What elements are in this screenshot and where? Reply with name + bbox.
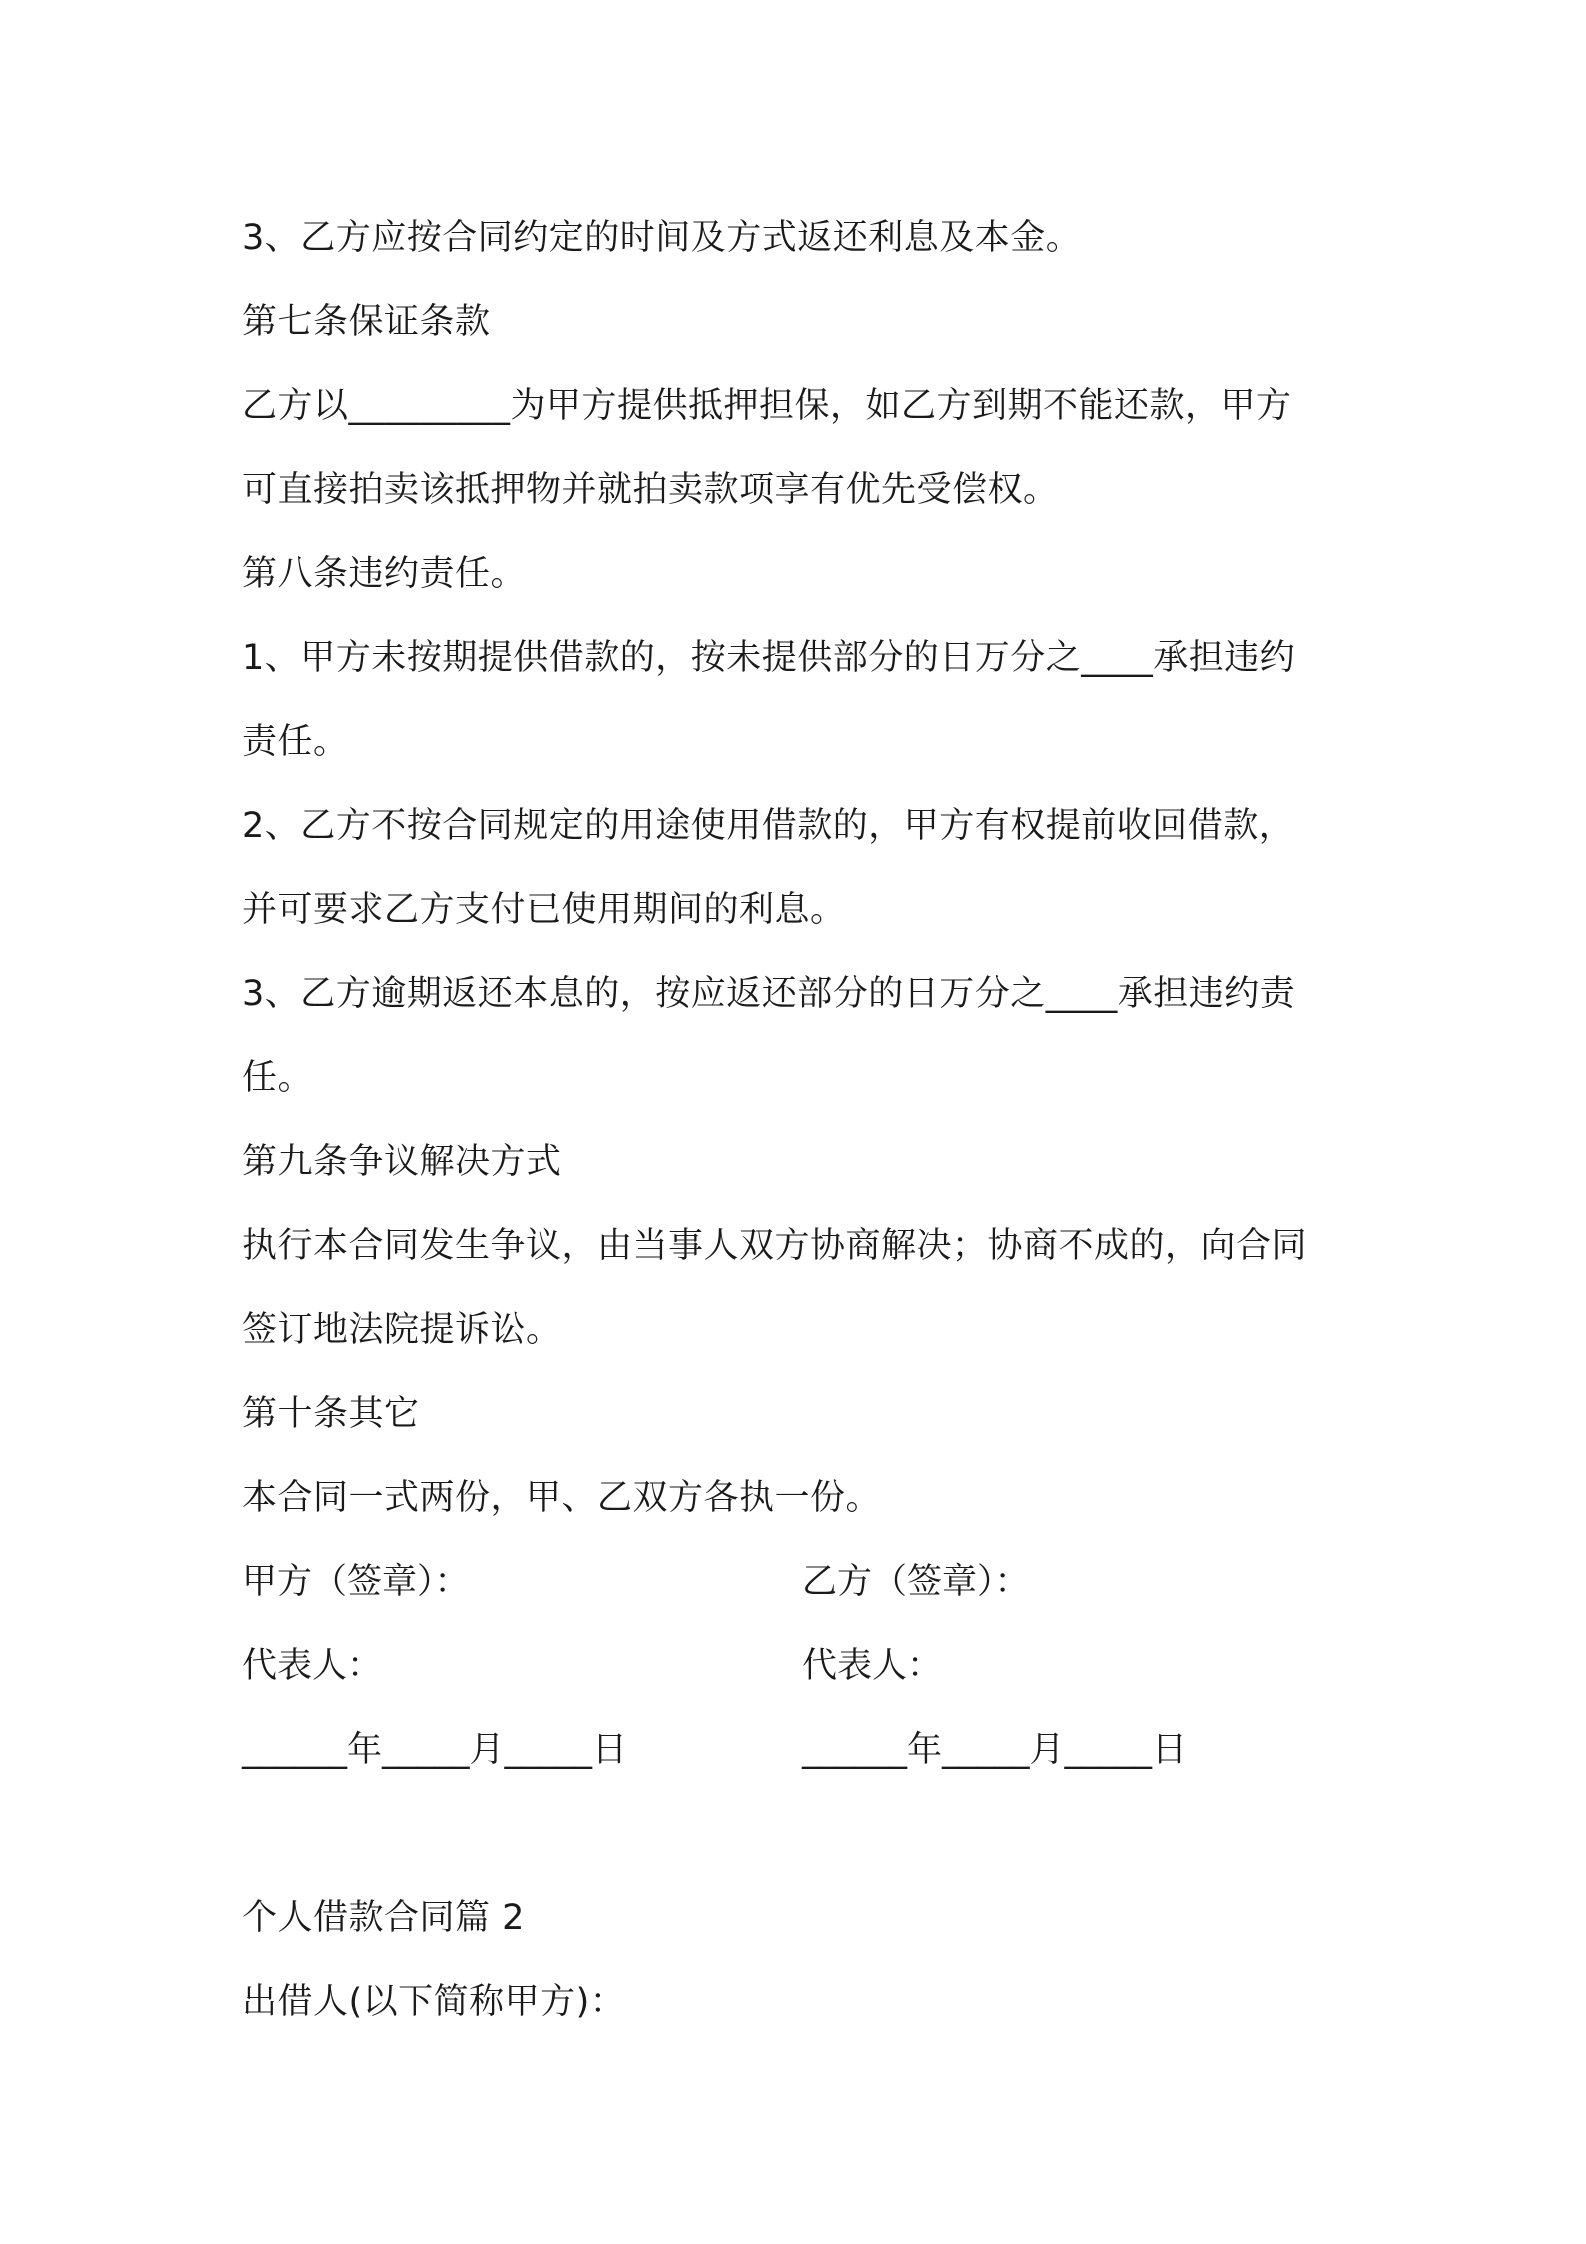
clause-line: 1、甲方未按期提供借款的，按未提供部分的日万分之____承担违约 [242,638,1296,678]
clause-line: 任。 [242,1058,314,1098]
section-title: 个人借款合同篇 2 [242,1898,525,1938]
clause-line: 并可要求乙方支付已使用期间的利息。 [242,890,846,930]
signature-date-row [242,1708,1362,1792]
article-heading: 第九条争议解决方式 [242,1142,562,1182]
clause-line: 3、乙方应按合同约定的时间及方式返还利息及本金。 [242,218,1082,258]
clause-line: 乙方以_________为甲方提供抵押担保，如乙方到期不能还款，甲方 [242,386,1292,426]
party-b-date-line: ______年_____月_____日 [802,1730,1188,1770]
clause-line: 可直接拍卖该抵押物并就拍卖款项享有优先受偿权。 [242,470,1059,510]
party-b-rep-label: 代表人： [802,1646,943,1686]
article-heading: 第七条保证条款 [242,302,491,342]
party-a-seal-label: 甲方（签章）： [242,1562,470,1602]
article-heading: 第八条违约责任。 [242,554,527,594]
party-b-seal-label: 乙方（签章）： [802,1562,1030,1602]
signature-seal-row [242,1540,1362,1624]
section-spacer [242,1792,1362,1876]
clause-line: 本合同一式两份，甲、乙双方各执一份。 [242,1478,882,1518]
signature-rep-row [242,1624,1362,1708]
document-body [242,196,1362,2044]
clause-line: 签订地法院提诉讼。 [242,1310,562,1350]
party-a-rep-label: 代表人： [242,1646,383,1686]
clause-line: 责任。 [242,722,349,762]
party-a-date-line: ______年_____月_____日 [242,1730,628,1770]
party-intro-line: 出借人(以下简称甲方)： [242,1982,626,2022]
clause-line: 3、乙方逾期返还本息的，按应返还部分的日万分之____承担违约责 [242,974,1296,1014]
clause-line: 执行本合同发生争议，由当事人双方协商解决；协商不成的，向合同 [242,1226,1308,1266]
article-heading: 第十条其它 [242,1394,420,1434]
clause-line: 2、乙方不按合同规定的用途使用借款的，甲方有权提前收回借款， [242,806,1295,846]
